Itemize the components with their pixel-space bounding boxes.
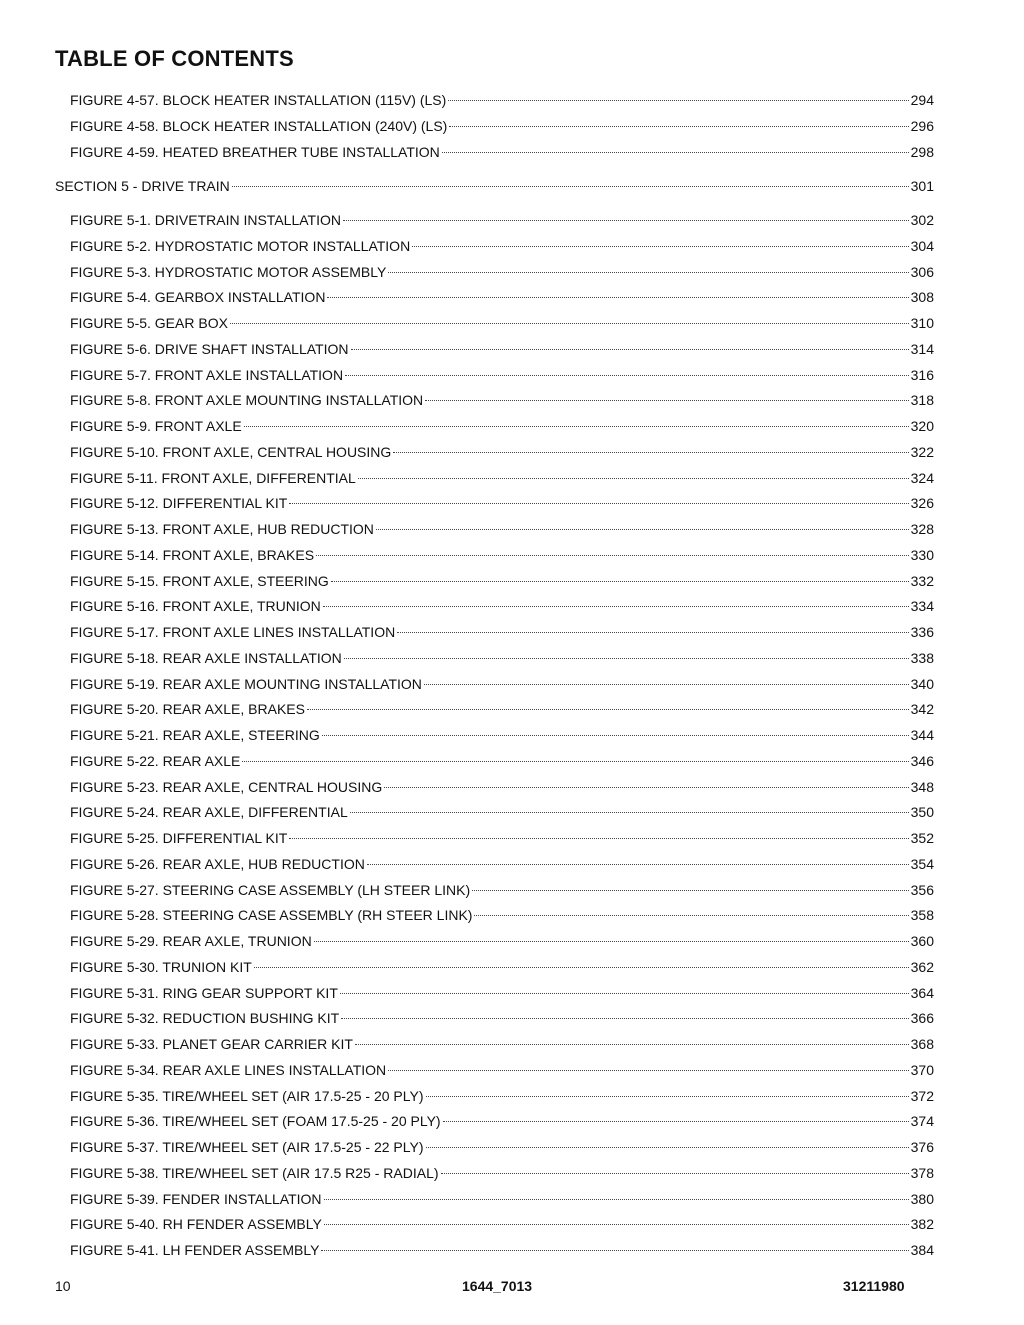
dot-leader <box>426 1096 909 1097</box>
toc-entry-label: FIGURE 5-12. DIFFERENTIAL KIT <box>70 495 288 512</box>
toc-entry-label: FIGURE 5-15. FRONT AXLE, STEERING <box>70 572 329 589</box>
toc-entry-page: 352 <box>910 830 934 846</box>
toc-entry-label: FIGURE 5-5. GEAR BOX <box>70 315 228 331</box>
toc-entry-page: 324 <box>910 469 934 486</box>
toc-figure-entry[interactable] <box>70 777 934 797</box>
toc-entry-label: FIGURE 5-22. REAR AXLE <box>70 752 241 769</box>
toc-entry-label: FIGURE 5-4. GEARBOX INSTALLATION <box>70 289 326 306</box>
dot-leader <box>289 838 908 839</box>
toc-entry-label: FIGURE 5-19. REAR AXLE MOUNTING INSTALLATION <box>70 675 422 692</box>
dot-leader <box>323 606 909 607</box>
toc-entry-page: 350 <box>910 804 934 821</box>
dot-leader <box>426 1147 909 1148</box>
toc-figure-entry[interactable] <box>70 1034 934 1054</box>
dot-leader <box>358 478 909 479</box>
dot-leader <box>314 941 909 942</box>
toc-entry-label: FIGURE 5-6. DRIVE SHAFT INSTALLATION <box>70 340 349 357</box>
toc-entry-page: 301 <box>910 177 934 194</box>
footer-page-number: 10 <box>55 1278 71 1294</box>
toc-entry-label: FIGURE 5-13. FRONT AXLE, HUB REDUCTION <box>70 521 374 537</box>
toc-figure-entry[interactable] <box>70 1163 934 1183</box>
footer-part-number: 31211980 <box>843 1278 905 1294</box>
toc-figure-entry[interactable] <box>70 1086 934 1106</box>
toc-figure-entry[interactable] <box>70 142 934 162</box>
toc-entry-label: FIGURE 5-9. FRONT AXLE <box>70 418 242 434</box>
dot-leader <box>472 890 908 891</box>
toc-figure-entry[interactable] <box>70 442 934 462</box>
dot-leader <box>393 452 908 453</box>
toc-entry-label: FIGURE 5-1. DRIVETRAIN INSTALLATION <box>70 212 341 228</box>
toc-figure-entry[interactable] <box>70 313 934 333</box>
toc-entry-page: 356 <box>910 881 934 898</box>
toc-entry-page: 334 <box>910 598 934 615</box>
dot-leader <box>474 915 908 916</box>
dot-leader <box>425 400 908 401</box>
toc-entry-page: 318 <box>910 392 934 409</box>
dot-leader <box>449 126 908 127</box>
dot-leader <box>316 555 909 556</box>
toc-figure-entry[interactable] <box>70 90 934 110</box>
toc-entry-page: 372 <box>910 1087 934 1104</box>
toc-entry-label: FIGURE 5-31. RING GEAR SUPPORT KIT <box>70 984 338 1001</box>
dot-leader <box>242 761 908 762</box>
dot-leader <box>443 1121 909 1122</box>
toc-entry-page: 326 <box>910 495 934 512</box>
dot-leader <box>424 684 909 685</box>
toc-figure-entry[interactable] <box>70 905 934 925</box>
toc-figure-entry[interactable] <box>70 622 934 642</box>
dot-leader <box>321 1250 908 1251</box>
toc-figure-entry[interactable] <box>70 365 934 385</box>
dot-leader <box>232 186 909 187</box>
toc-entry-label: FIGURE 5-11. FRONT AXLE, DIFFERENTIAL <box>70 469 356 486</box>
toc-entry-label: FIGURE 5-41. LH FENDER ASSEMBLY <box>70 1242 320 1258</box>
toc-entry-label: FIGURE 5-16. FRONT AXLE, TRUNION <box>70 598 321 615</box>
toc-figure-entry[interactable] <box>70 571 934 591</box>
toc-entry-label: FIGURE 5-30. TRUNION KIT <box>70 958 252 975</box>
dot-leader <box>442 152 909 153</box>
toc-entry-page: 294 <box>910 92 934 108</box>
toc-entry-page: 306 <box>910 263 934 280</box>
toc-entry-page: 348 <box>910 778 934 795</box>
dot-leader <box>388 1070 909 1071</box>
dot-leader <box>448 100 908 101</box>
toc-entry-label: FIGURE 5-34. REAR AXLE LINES INSTALLATION <box>70 1061 387 1078</box>
dot-leader <box>344 658 909 659</box>
dot-leader <box>340 993 909 994</box>
toc-figure-entry[interactable] <box>70 519 934 539</box>
toc-figure-entry[interactable] <box>70 596 934 616</box>
toc-entry-page: 362 <box>910 958 934 975</box>
toc-entry-label: FIGURE 5-39. FENDER INSTALLATION <box>70 1190 322 1207</box>
toc-entry-page: 380 <box>910 1190 934 1207</box>
dot-leader <box>324 1199 909 1200</box>
toc-entry-label: FIGURE 5-21. REAR AXLE, STEERING <box>70 727 320 743</box>
dot-leader <box>412 246 908 247</box>
dot-leader <box>244 426 909 427</box>
dot-leader <box>351 349 909 350</box>
toc-entry-label: FIGURE 5-38. TIRE/WHEEL SET (AIR 17.5 R25 - RADIAL) <box>70 1164 439 1181</box>
toc-entry-label: FIGURE 5-23. REAR AXLE, CENTRAL HOUSING <box>70 778 383 795</box>
toc-entry-page: 302 <box>910 212 934 228</box>
toc-entry-page: 378 <box>910 1164 934 1181</box>
toc-entry-page: 370 <box>910 1061 934 1078</box>
toc-entry-page: 368 <box>910 1036 934 1052</box>
toc-figure-entry[interactable] <box>70 983 934 1003</box>
toc-entry-label: FIGURE 5-14. FRONT AXLE, BRAKES <box>70 546 315 563</box>
dot-leader <box>327 297 908 298</box>
dot-leader <box>355 1044 909 1045</box>
toc-figure-entry[interactable] <box>70 725 934 745</box>
toc-entry-label: FIGURE 4-57. BLOCK HEATER INSTALLATION (115V) (LS) <box>70 92 447 108</box>
dot-leader <box>350 812 909 813</box>
toc-entry-label: FIGURE 5-40. RH FENDER ASSEMBLY <box>70 1216 322 1233</box>
toc-entry-page: 354 <box>910 855 934 872</box>
dot-leader <box>376 529 909 530</box>
toc-figure-entry[interactable] <box>70 674 934 694</box>
toc-figure-entry[interactable] <box>70 828 934 848</box>
toc-entry-page: 336 <box>910 624 934 640</box>
dot-leader <box>324 1224 909 1225</box>
dot-leader <box>254 967 909 968</box>
toc-entry-page: 304 <box>910 237 934 254</box>
toc-entry-label: FIGURE 5-2. HYDROSTATIC MOTOR INSTALLATION <box>70 237 411 254</box>
toc-figure-entry[interactable] <box>70 545 934 565</box>
toc-figure-entry[interactable] <box>70 1137 934 1157</box>
toc-figure-entry[interactable] <box>70 802 934 822</box>
toc-figure-entry[interactable] <box>70 210 934 230</box>
toc-entry-page: 338 <box>910 649 934 666</box>
toc-figure-entry[interactable] <box>70 699 934 719</box>
dot-leader <box>367 864 909 865</box>
toc-figure-entry[interactable] <box>70 1008 934 1028</box>
toc-entry-page: 330 <box>910 546 934 563</box>
toc-figure-entry[interactable] <box>70 116 934 136</box>
toc-figure-entry[interactable] <box>70 416 934 436</box>
toc-entry-page: 316 <box>910 366 934 383</box>
toc-entry-page: 320 <box>910 418 934 434</box>
dot-leader <box>331 581 909 582</box>
page-title: TABLE OF CONTENTS <box>55 46 294 71</box>
toc-entry-label: FIGURE 5-20. REAR AXLE, BRAKES <box>70 701 305 718</box>
toc-entry-page: 358 <box>910 907 934 924</box>
toc-entry-label: FIGURE 5-29. REAR AXLE, TRUNION <box>70 933 312 949</box>
toc-figure-entry[interactable] <box>70 751 934 771</box>
toc-entry-label: FIGURE 5-26. REAR AXLE, HUB REDUCTION <box>70 855 365 872</box>
toc-entry-label: FIGURE 5-8. FRONT AXLE MOUNTING INSTALLATION <box>70 392 424 409</box>
toc-entry-page: 376 <box>910 1139 934 1155</box>
dot-leader <box>341 1018 908 1019</box>
toc-figure-entry[interactable] <box>70 1111 934 1131</box>
toc-entry-page: 310 <box>910 315 934 331</box>
toc-entry-label: FIGURE 5-18. REAR AXLE INSTALLATION <box>70 649 342 666</box>
toc-entry-page: 360 <box>910 933 934 949</box>
toc-figure-entry[interactable] <box>70 931 934 951</box>
toc-entry-page: 340 <box>910 675 934 692</box>
toc-entry-page: 314 <box>910 340 934 357</box>
toc-entry-page: 296 <box>910 117 934 134</box>
toc-figure-entry[interactable] <box>70 957 934 977</box>
toc-figure-entry[interactable] <box>70 1214 934 1234</box>
toc-entry-label: FIGURE 5-27. STEERING CASE ASSEMBLY (LH STEER LINK) <box>70 881 471 898</box>
toc-entry-label: FIGURE 5-24. REAR AXLE, DIFFERENTIAL <box>70 804 348 821</box>
dot-leader <box>289 503 908 504</box>
toc-figure-entry[interactable] <box>70 1060 934 1080</box>
toc-entry-page: 346 <box>910 752 934 769</box>
toc-entry-label: FIGURE 5-37. TIRE/WHEEL SET (AIR 17.5-25 - 22 PLY) <box>70 1139 424 1155</box>
toc-entry-page: 384 <box>910 1242 934 1258</box>
footer-doc-code: 1644_7013 <box>462 1278 533 1294</box>
toc-entry-label: FIGURE 5-3. HYDROSTATIC MOTOR ASSEMBLY <box>70 263 387 280</box>
dot-leader <box>307 709 909 710</box>
toc-entry-label: FIGURE 5-17. FRONT AXLE LINES INSTALLATION <box>70 624 396 640</box>
toc-section-entry[interactable] <box>55 176 934 196</box>
toc-entry-page: 382 <box>910 1216 934 1233</box>
toc-entry-page: 308 <box>910 289 934 306</box>
toc-entry-page: 364 <box>910 984 934 1001</box>
dot-leader <box>384 787 908 788</box>
toc-entry-page: 298 <box>910 143 934 160</box>
toc-figure-entry[interactable] <box>70 1189 934 1209</box>
toc-entry-label: FIGURE 4-59. HEATED BREATHER TUBE INSTALLATION <box>70 143 440 160</box>
toc-entry-label: FIGURE 5-28. STEERING CASE ASSEMBLY (RH STEER LINK) <box>70 907 473 924</box>
dot-leader <box>230 323 909 324</box>
dot-leader <box>388 272 908 273</box>
toc-entry-label: FIGURE 5-25. DIFFERENTIAL KIT <box>70 830 288 846</box>
toc-entry-page: 344 <box>910 727 934 743</box>
dot-leader <box>397 632 908 633</box>
toc-entry-label: SECTION 5 - DRIVE TRAIN <box>55 177 230 194</box>
toc-entry-label: FIGURE 4-58. BLOCK HEATER INSTALLATION (240V) (LS) <box>70 117 448 134</box>
toc-entry-label: FIGURE 5-36. TIRE/WHEEL SET (FOAM 17.5-25 - 20 PLY) <box>70 1113 441 1130</box>
toc-entry-label: FIGURE 5-33. PLANET GEAR CARRIER KIT <box>70 1036 353 1052</box>
dot-leader <box>441 1173 909 1174</box>
toc-figure-entry[interactable] <box>70 339 934 359</box>
toc-figure-entry[interactable] <box>70 262 934 282</box>
toc-entry-label: FIGURE 5-10. FRONT AXLE, CENTRAL HOUSING <box>70 443 392 460</box>
toc-entry-page: 328 <box>910 521 934 537</box>
toc-figure-entry[interactable] <box>70 493 934 513</box>
toc-figure-entry[interactable] <box>70 287 934 307</box>
dot-leader <box>322 735 909 736</box>
dot-leader <box>345 375 909 376</box>
toc-figure-entry[interactable] <box>70 1240 934 1260</box>
toc-entry-label: FIGURE 5-32. REDUCTION BUSHING KIT <box>70 1010 340 1027</box>
toc-figure-entry[interactable] <box>70 880 934 900</box>
toc-entry-page: 366 <box>910 1010 934 1027</box>
toc-entry-label: FIGURE 5-7. FRONT AXLE INSTALLATION <box>70 366 344 383</box>
dot-leader <box>343 220 909 221</box>
toc-entry-page: 322 <box>910 443 934 460</box>
toc-entry-page: 332 <box>910 572 934 589</box>
toc-entry-page: 342 <box>910 701 934 718</box>
toc-figure-entry[interactable] <box>70 236 934 256</box>
toc-entry-page: 374 <box>910 1113 934 1130</box>
toc-figure-entry[interactable] <box>70 648 934 668</box>
toc-figure-entry[interactable] <box>70 854 934 874</box>
toc-figure-entry[interactable] <box>70 468 934 488</box>
toc-entry-label: FIGURE 5-35. TIRE/WHEEL SET (AIR 17.5-25 - 20 PLY) <box>70 1087 424 1104</box>
toc-figure-entry[interactable] <box>70 390 934 410</box>
